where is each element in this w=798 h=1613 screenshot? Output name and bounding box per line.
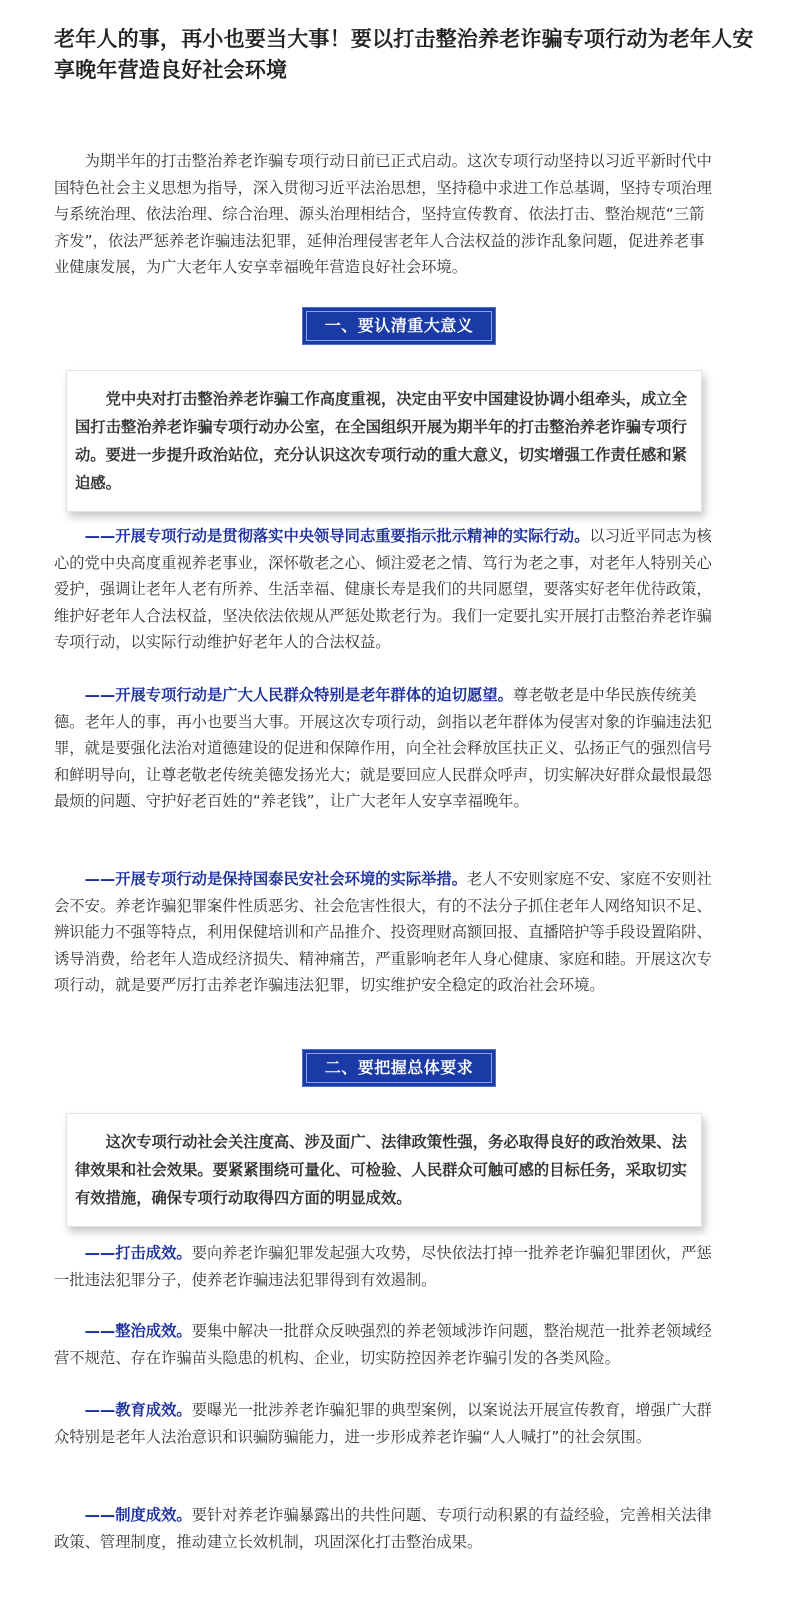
section-2-summary-text: 这次专项行动社会关注度高、涉及面广、法律政策性强，务必取得良好的政治效果、法律效果和社会效果。要紧紧围绕可量化、可检验、人民群众可触可感的目标任务，采取切实有效措施，确保专项行动取得四方面的明显成效。 [75, 1133, 687, 1207]
point-lead: ——开展专项行动是贯彻落实中央领导同志重要指示批示精神的实际行动。 [84, 527, 590, 545]
section-2-point-2 [54, 1318, 714, 1371]
section-1-summary-text: 党中央对打击整治养老诈骗工作高度重视，决定由平安中国建设协调小组牵头，成立全国打击整治养老诈骗专项行动办公室，在全国组织开展为期半年的打击整治养老诈骗专项行动。要进一步提升政治站位，充分认识这次专项行动的重大意义，切实增强工作责任感和紧迫感。 [75, 390, 687, 492]
section-2-heading: 二、要把握总体要求 [302, 1049, 497, 1087]
point-text: 要曝光一批涉养老诈骗犯罪的典型案例，以案说法开展宣传教育，增强广大群众特别是老年人法治意识和识骗防骗能力，进一步形成养老诈骗“人人喊打”的社会氛围。 [54, 1401, 712, 1446]
point-text: 尊老敬老是中华民族传统美德。老年人的事，再小也要当大事。开展这次专项行动，剑指以老年群体为侵害对象的诈骗违法犯罪，就是要强化法治对道德建设的促进和保障作用，向全社会释放匡扶正义、弘扬正气的强烈信号和鲜明导向，让尊老敬老传统美德发扬光大；就是要回应人民群众呼声，切实解决好群众最恨最怨最烦的问题、守护好老百姓的“养老钱”，让广大老年人安享幸福晚年。 [54, 686, 712, 811]
point-text: 要向养老诈骗犯罪发起强大攻势，尽快依法打掉一批养老诈骗犯罪团伙，严惩一批违法犯罪分子，使养老诈骗违法犯罪得到有效遏制。 [54, 1244, 712, 1289]
section-1-summary-box [66, 370, 702, 512]
section-2-summary-box [66, 1113, 702, 1227]
section-1-point-2 [54, 682, 714, 815]
point-lead: ——开展专项行动是广大人民群众特别是老年群体的迫切愿望。 [84, 686, 513, 704]
section-2-point-1 [54, 1240, 714, 1293]
point-lead: ——开展专项行动是保持国泰民安社会环境的实际举措。 [84, 870, 468, 888]
point-text: 要针对养老诈骗暴露出的共性问题、专项行动积累的有益经验，完善相关法律政策、管理制度，推动建立长效机制，巩固深化打击整治成果。 [54, 1506, 712, 1551]
intro-paragraph: 为期半年的打击整治养老诈骗专项行动日前已正式启动。这次专项行动坚持以习近平新时代中国特色社会主义思想为指导，深入贯彻习近平法治思想，坚持稳中求进工作总基调，坚持专项治理与系统治理、依法治理、综合治理、源头治理相结合，坚持宣传教育、依法打击、整治规范“三箭齐发”，依法严惩养老诈骗违法犯罪，延伸治理侵害老年人合法权益的涉诈乱象问题，促进养老事业健康发展，为广大老年人安享幸福晚年营造良好社会环境。 [54, 152, 712, 277]
section-2-point-3 [54, 1397, 714, 1450]
section-1-point-3 [54, 866, 714, 999]
section-1-heading: 一、要认清重大意义 [302, 307, 497, 345]
point-lead: ——打击成效。 [84, 1244, 192, 1262]
point-text: 以习近平同志为核心的党中央高度重视养老事业，深怀敬老之心、倾注爱老之情、笃行为老之事，对老年人特别关心爱护，强调让老年人老有所养、生活幸福、健康长寿是我们的共同愿望，要落实好老年优待政策，维护好老年人合法权益，坚决依法依规从严惩处欺老行为。我们一定要扎实开展打击整治养老诈骗专项行动，以实际行动维护好老年人的合法权益。 [54, 527, 712, 652]
section-2-point-4 [54, 1502, 714, 1555]
point-lead: ——制度成效。 [84, 1506, 192, 1524]
section-2-heading-wrap [0, 1049, 798, 1087]
point-lead: ——教育成效。 [84, 1401, 192, 1419]
point-lead: ——整治成效。 [84, 1322, 192, 1340]
point-text: 老人不安则家庭不安、家庭不安则社会不安。养老诈骗犯罪案件性质恶劣、社会危害性很大，有的不法分子抓住老年人网络知识不足、辨识能力不强等特点，利用保健培训和产品推介、投资理财高额回报、直播陪护等手段设置陷阱、诱导消费，给老年人造成经济损失、精神痛苦，严重影响老年人身心健康、家庭和睦。开展这次专项行动，就是要严厉打击养老诈骗违法犯罪，切实维护安全稳定的政治社会环境。 [54, 870, 712, 995]
article-title: 老年人的事，再小也要当大事！要以打击整治养老诈骗专项行动为老年人安享晚年营造良好社会环境 [54, 27, 754, 82]
section-1-heading-wrap [0, 307, 798, 345]
point-text: 要集中解决一批群众反映强烈的养老领域涉诈问题，整治规范一批养老领域经营不规范、存在诈骗苗头隐患的机构、企业，切实防控因养老诈骗引发的各类风险。 [54, 1322, 712, 1367]
section-1-point-1 [54, 523, 714, 656]
